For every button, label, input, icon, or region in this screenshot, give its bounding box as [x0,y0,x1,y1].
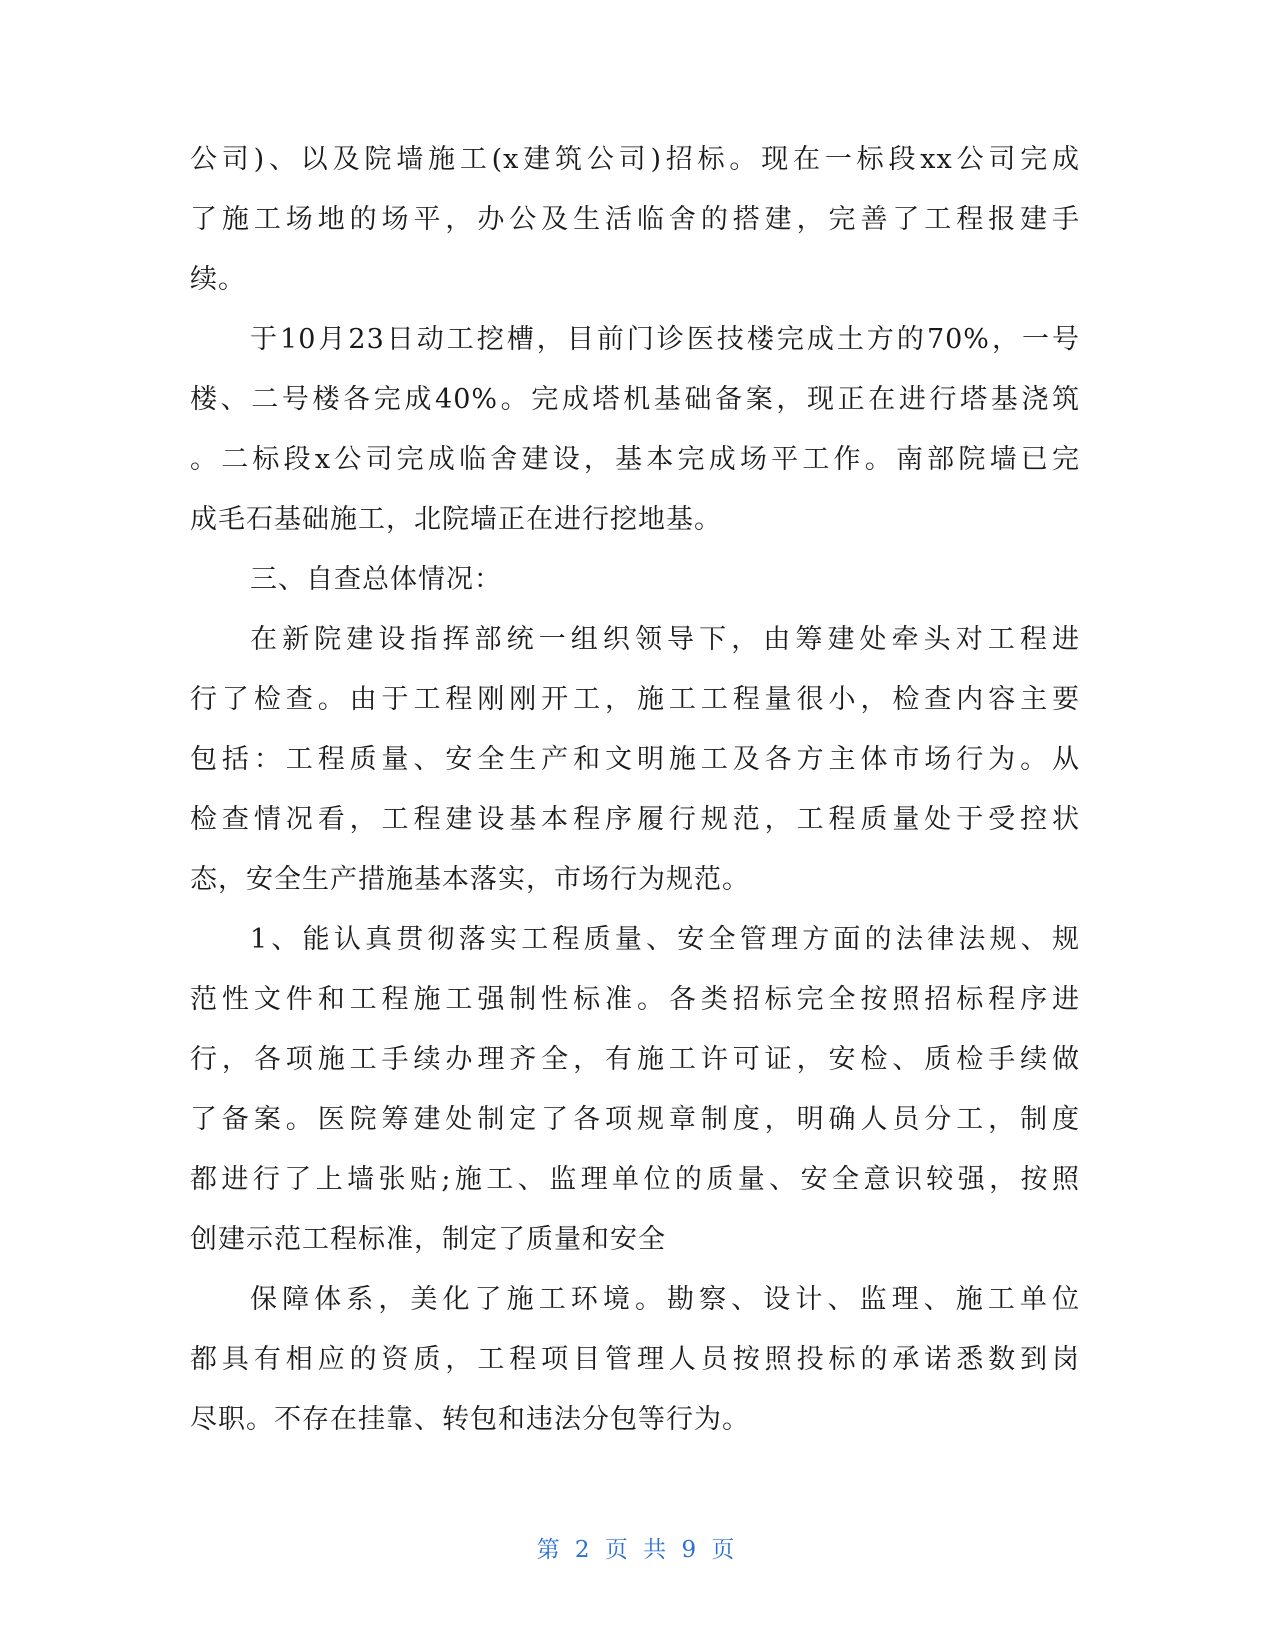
text-line: 行，各项施工手续办理齐全，有施工许可证，安检、质检手续做 [190,1044,1080,1075]
text-line: 都具有相应的资质，工程项目管理人员按照投标的承诺悉数到岗 [190,1344,1080,1375]
text-line: 1、能认真贯彻落实工程质量、安全管理方面的法律法规、规 [250,924,1080,955]
text-line: 保障体系，美化了施工环境。勘察、设计、监理、施工单位 [250,1284,1080,1315]
text-line: 检查情况看，工程建设基本程序履行规范，工程质量处于受控状 [190,804,1080,835]
text-line: 公司)、以及院墙施工(x建筑公司)招标。现在一标段xx公司完成 [190,144,1080,175]
page-number-footer: 第 2 页 共 9 页 [536,1537,739,1563]
text-line: 创建示范工程标准，制定了质量和安全 [190,1224,666,1255]
text-line: 在新院建设指挥部统一组织领导下，由筹建处牵头对工程进 [250,624,1080,655]
text-line: 于10月23日动工挖槽，目前门诊医技楼完成土方的70%，一号 [250,324,1080,355]
section-heading: 三、自查总体情况： [250,564,502,595]
text-line: 。二标段x公司完成临舍建设，基本完成场平工作。南部院墙已完 [190,444,1080,475]
text-line: 楼、二号楼各完成40%。完成塔机基础备案，现正在进行塔基浇筑 [190,384,1080,415]
text-line: 尽职。不存在挂靠、转包和违法分包等行为。 [190,1404,750,1435]
text-line: 范性文件和工程施工强制性标准。各类招标完全按照招标程序进 [190,984,1080,1015]
text-line: 行了检查。由于工程刚刚开工，施工工程量很小，检查内容主要 [190,684,1080,715]
text-line: 续。 [190,264,246,295]
text-line: 都进行了上墙张贴;施工、监理单位的质量、安全意识较强，按照 [190,1164,1080,1195]
text-line: 包括：工程质量、安全生产和文明施工及各方主体市场行为。从 [190,744,1080,775]
text-line: 了施工场地的场平，办公及生活临舍的搭建，完善了工程报建手 [190,204,1080,235]
text-line: 了备案。医院筹建处制定了各项规章制度，明确人员分工，制度 [190,1104,1080,1135]
text-line: 成毛石基础施工，北院墙正在进行挖地基。 [190,504,722,535]
text-line: 态，安全生产措施基本落实，市场行为规范。 [190,864,750,895]
